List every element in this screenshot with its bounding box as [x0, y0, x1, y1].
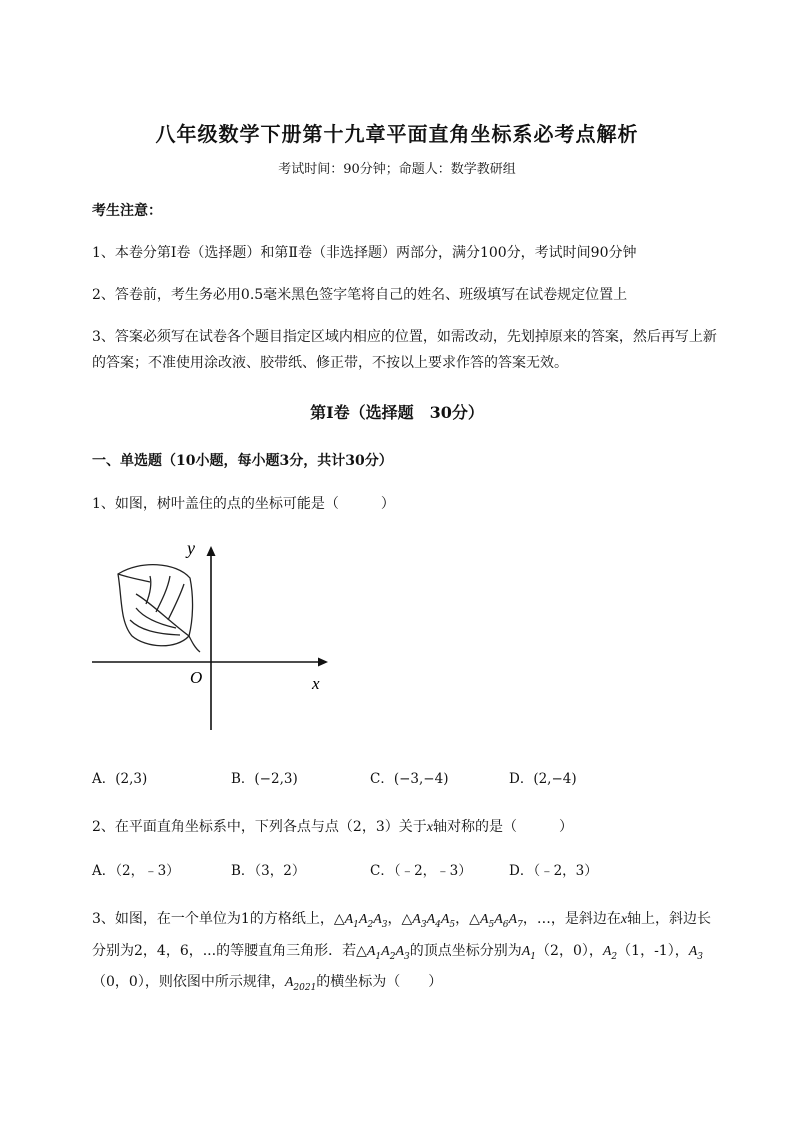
q2-option-d: D．（﹣2，3） [509, 863, 598, 879]
question-3-line-1: 3、如图，在一个单位为1的方格纸上，$\triangle A_1A_2A_3$，$\triangle A_3A_4A_5$，$\triangle A_5A_6A_7$，…，是斜边在x轴上，斜边长 [92, 911, 712, 930]
exam-info: 考试时间：90分钟；命题人：数学教研组 [278, 162, 516, 177]
q1-option-c: C．(−3,−4) [370, 771, 449, 787]
q2-option-a: A．（2，﹣3） [92, 863, 180, 879]
question-2-stem: 2、在平面直角坐标系中，下列各点与点（2，3）关于x轴对称的是（ ） [92, 819, 573, 835]
notice-item: 的答案；不准使用涂改液、胶带纸、修正带，不按以上要求作答的答案无效。 [92, 355, 568, 371]
part-title: 一、单选题（10小题，每小题3分，共计30分） [92, 453, 393, 469]
question-3-line-2: 分别为2，4，6，...的等腰直角三角形．若$\triangle A_1A_2A_3$的顶点坐标分别为$A_1(2$，0），$A_2(1$，-1），$A_3$ [92, 943, 703, 962]
q2-option-b: B．（3，2） [231, 863, 306, 879]
notice-item: 3、答案必须写在试卷各个题目指定区域内相应的位置，如需改动，先划掉原来的答案，然后再写上新 [92, 329, 717, 345]
q1-option-a: A．(2,3) [92, 771, 148, 787]
y-axis-arrow [207, 546, 216, 556]
question-3-line-3: （0，0），则依图中所示规律，$A_{2021}$的横坐标为（ ） [92, 974, 443, 993]
q2-option-c: C．（﹣2，﹣3） [370, 863, 472, 879]
q1-option-b: B．(−2,3) [231, 771, 298, 787]
q1-option-d: D．(2,−4) [509, 771, 577, 787]
leaf-icon [118, 565, 200, 652]
notice-heading: 考生注意： [92, 203, 162, 219]
x-axis-label: x [312, 674, 320, 693]
page-title: 八年级数学下册第十九章平面直角坐标系必考点解析 [155, 122, 639, 146]
q1-coordinate-figure [88, 532, 338, 737]
notice-item: 2、答卷前，考生务必用0.5毫米黑色签字笔将自己的姓名、班级填写在试卷规定位置上 [92, 287, 628, 303]
section-title: 第I卷（选择题 30分） [310, 403, 484, 422]
notice-item: 1、本卷分第I卷（选择题）和第Ⅱ卷（非选择题）两部分，满分100分，考试时间90分钟 [92, 245, 637, 261]
y-axis-label: y [187, 538, 195, 558]
question-1-stem: 1、如图，树叶盖住的点的坐标可能是（ ） [92, 496, 395, 512]
x-axis-arrow [318, 658, 328, 667]
origin-label: O [190, 668, 203, 687]
